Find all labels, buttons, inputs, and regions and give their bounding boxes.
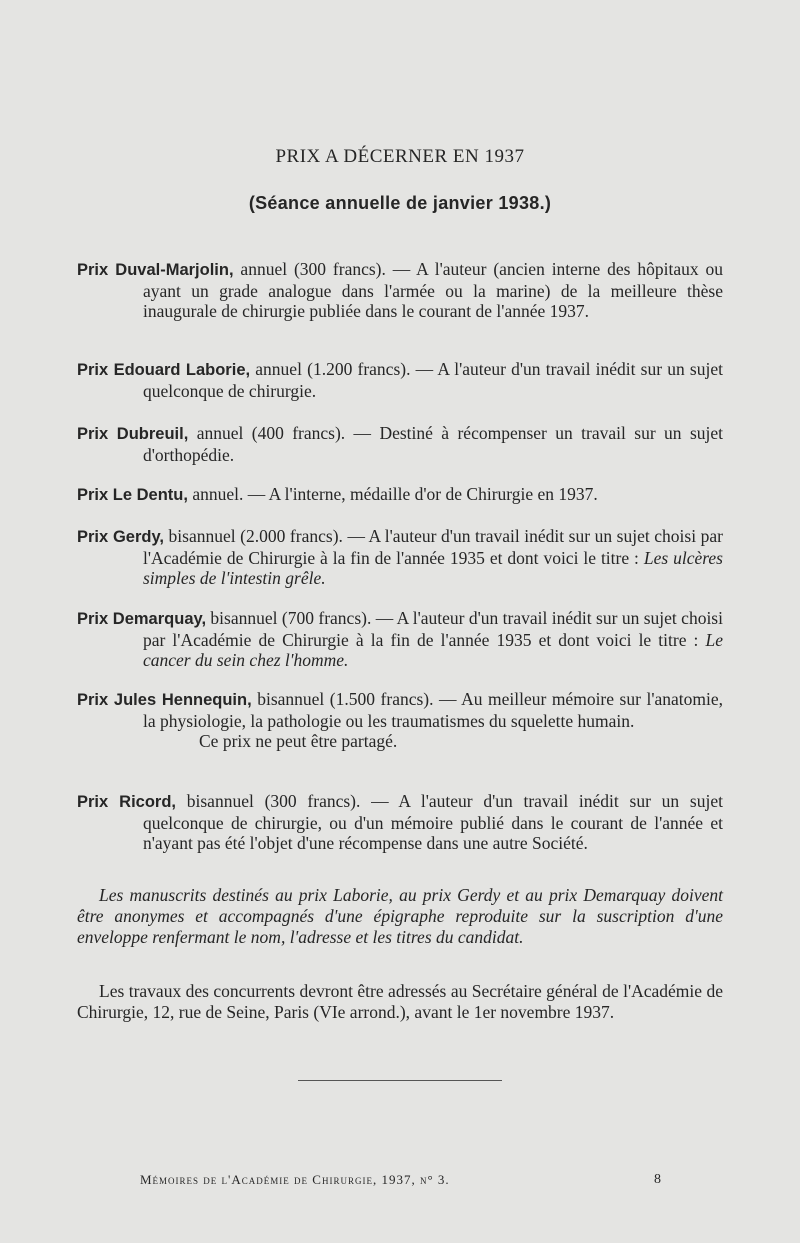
prize-name: Prix Dubreuil, bbox=[77, 425, 189, 443]
submission-address: Les travaux des concurrents devront être adressés au Secrétaire général de l'Académie de Chirurgie, 12, rue de Seine, Paris (VIe arrond.), avant le 1er novembre 1937. bbox=[77, 981, 723, 1022]
page-subtitle: (Séance annuelle de janvier 1938.) bbox=[248, 193, 552, 213]
prize-name: Prix Ricord, bbox=[77, 793, 176, 811]
prize-description: bisannuel (300 francs). — A l'auteur d'un travail inédit sur un sujet quelconque de chirurgie, ou d'un mémoire publié dans le courant de l'année et n'ayant pas été l'objet d'une récompense dans une autre Société. bbox=[143, 791, 723, 853]
prize-name: Prix Jules Hennequin, bbox=[77, 691, 252, 709]
prize-le-dentu bbox=[77, 484, 723, 506]
prize-subject-title: Les ulcères simples de l'intestin grêle. bbox=[143, 547, 723, 588]
page-title: PRIX A DÉCERNER EN 1937 bbox=[275, 146, 525, 167]
prize-description: annuel. — A l'interne, médaille d'or de Chirurgie en 1937. bbox=[187, 484, 598, 504]
prize-dubreuil bbox=[77, 423, 723, 465]
section-divider bbox=[298, 1080, 502, 1081]
prize-name: Prix Le Dentu, bbox=[77, 486, 188, 504]
submission-notice: Les manuscrits destinés au prix Laborie, au prix Gerdy et au prix Demarquay doivent être anonymes et accompagnés d'une épigraphe reproduite sur la suscription d'une enveloppe renfermant le nom, l'adresse et les titres du candidat. bbox=[77, 885, 723, 947]
prize-description: bisannuel (700 francs). — A l'auteur d'un travail inédit sur un sujet choisi par l'Académie de Chirurgie à la fin de l'année 1935 et dont voici le titre : bbox=[143, 608, 723, 650]
prize-note: Ce prix ne peut être partagé. bbox=[199, 731, 398, 751]
prize-subject-title: Le cancer du sein chez l'homme. bbox=[143, 629, 723, 670]
prize-name: Prix Edouard Laborie, bbox=[77, 361, 251, 379]
prize-jules-hennequin bbox=[77, 689, 723, 752]
prize-duval-marjolin bbox=[77, 259, 723, 322]
prize-description: annuel (300 francs). — A l'auteur (ancien interne des hôpitaux ou ayant un grade analogue dans l'armée ou la marine) de la meilleure thèse inaugurale de chirurgie publiée dans le courant de l'année 1937. bbox=[143, 259, 723, 321]
page-number: 8 bbox=[654, 1172, 661, 1187]
prize-description: annuel (1.200 francs). — A l'auteur d'un travail inédit sur un sujet quelconque de chirurgie. bbox=[143, 359, 723, 401]
prize-demarquay bbox=[77, 608, 723, 671]
footer-journal-reference: Mémoires de l'Académie de Chirurgie, 1937, n° 3. bbox=[140, 1172, 450, 1187]
prize-description: bisannuel (2.000 francs). — A l'auteur d'un travail inédit sur un sujet choisi par l'Académie de Chirurgie à la fin de l'année 1935 et dont voici le titre : bbox=[143, 526, 723, 568]
prize-name: Prix Demarquay, bbox=[77, 610, 207, 628]
prize-description: bisannuel (1.500 francs). — Au meilleur mémoire sur l'anatomie, la physiologie, la pathologie ou les traumatismes du squelette humain. bbox=[143, 689, 723, 731]
prize-name: Prix Duval-Marjolin, bbox=[77, 261, 234, 279]
prize-name: Prix Gerdy, bbox=[77, 528, 164, 546]
prize-edouard-laborie bbox=[77, 359, 723, 401]
prize-ricord bbox=[77, 791, 723, 854]
prize-description: annuel (400 francs). — Destiné à récompenser un travail sur un sujet d'orthopédie. bbox=[143, 423, 723, 465]
prize-gerdy bbox=[77, 526, 723, 589]
